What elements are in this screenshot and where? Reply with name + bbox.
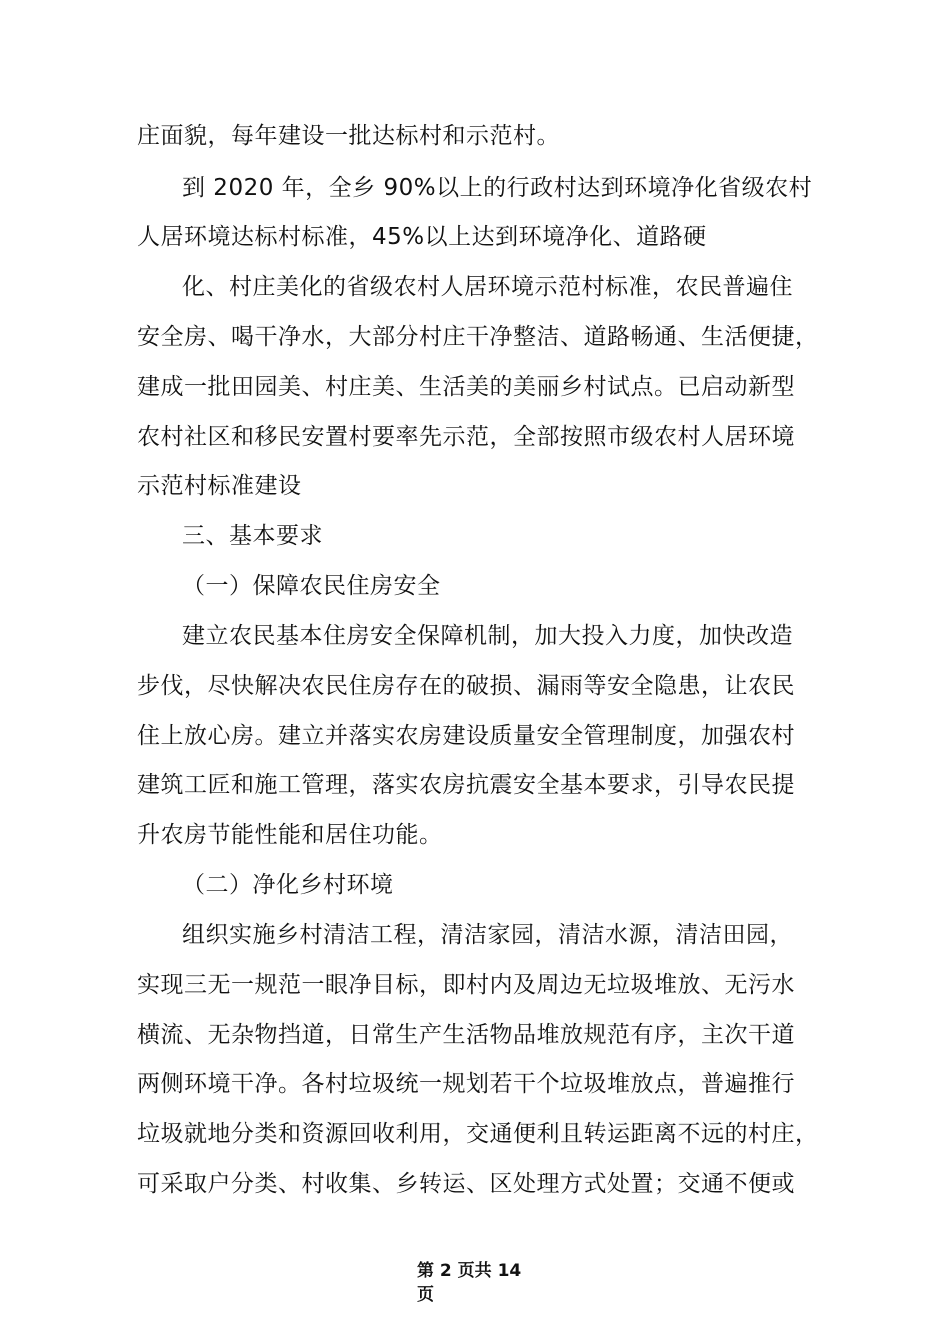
- paragraph-line: 建筑工匠和施工管理，落实农房抗震安全基本要求，引导农民提: [137, 772, 795, 798]
- page-number-footer: [417, 1259, 537, 1307]
- paragraph-line: 庄面貌，每年建设一批达标村和示范村。: [137, 123, 560, 149]
- paragraph-line: 人居环境达标村标准，45%以上达到环境净化、道路硬: [137, 224, 707, 250]
- paragraph-line: 住上放心房。建立并落实农房建设质量安全管理制度，加强农村: [137, 723, 795, 749]
- paragraph-line: 垃圾就地分类和资源回收利用，交通便利且转运距离不远的村庄，: [137, 1121, 819, 1147]
- subsection-heading: （二）净化乡村环境: [182, 872, 394, 898]
- paragraph-line: 两侧环境干净。各村垃圾统一规划若干个垃圾堆放点，普遍推行: [137, 1071, 795, 1097]
- page-number-line: 页: [417, 1285, 434, 1305]
- paragraph-line: 建立农民基本住房安全保障机制，加大投入力度，加快改造: [182, 623, 793, 649]
- paragraph-line: 可采取户分类、村收集、乡转运、区处理方式处置；交通不便或: [137, 1171, 795, 1197]
- paragraph-line: 步伐，尽快解决农民住房存在的破损、漏雨等安全隐患，让农民: [137, 673, 795, 699]
- paragraph-line: 农村社区和移民安置村要率先示范，全部按照市级农村人居环境: [137, 424, 795, 450]
- paragraph-line: 建成一批田园美、村庄美、生活美的美丽乡村试点。已启动新型: [137, 374, 795, 400]
- page-number-line: 第 2 页共 14: [417, 1261, 522, 1281]
- paragraph-line: 实现三无一规范一眼净目标，即村内及周边无垃圾堆放、无污水: [137, 972, 795, 998]
- paragraph-line: 横流、无杂物挡道，日常生产生活物品堆放规范有序，主次干道: [137, 1022, 795, 1048]
- paragraph-line: 示范村标准建设: [137, 473, 302, 499]
- paragraph-line: 安全房、喝干净水，大部分村庄干净整洁、道路畅通、生活便捷，: [137, 324, 819, 350]
- section-heading: 三、基本要求: [182, 523, 323, 549]
- paragraph-line: 组织实施乡村清洁工程，清洁家园，清洁水源，清洁田园，: [182, 922, 793, 948]
- paragraph-line: 升农房节能性能和居住功能。: [137, 822, 443, 848]
- subsection-heading: （一）保障农民住房安全: [182, 573, 441, 599]
- paragraph-line: 化、村庄美化的省级农村人居环境示范村标准，农民普遍住: [182, 274, 793, 300]
- paragraph-line: 到 2020 年，全乡 90%以上的行政村达到环境净化省级农村: [182, 175, 813, 201]
